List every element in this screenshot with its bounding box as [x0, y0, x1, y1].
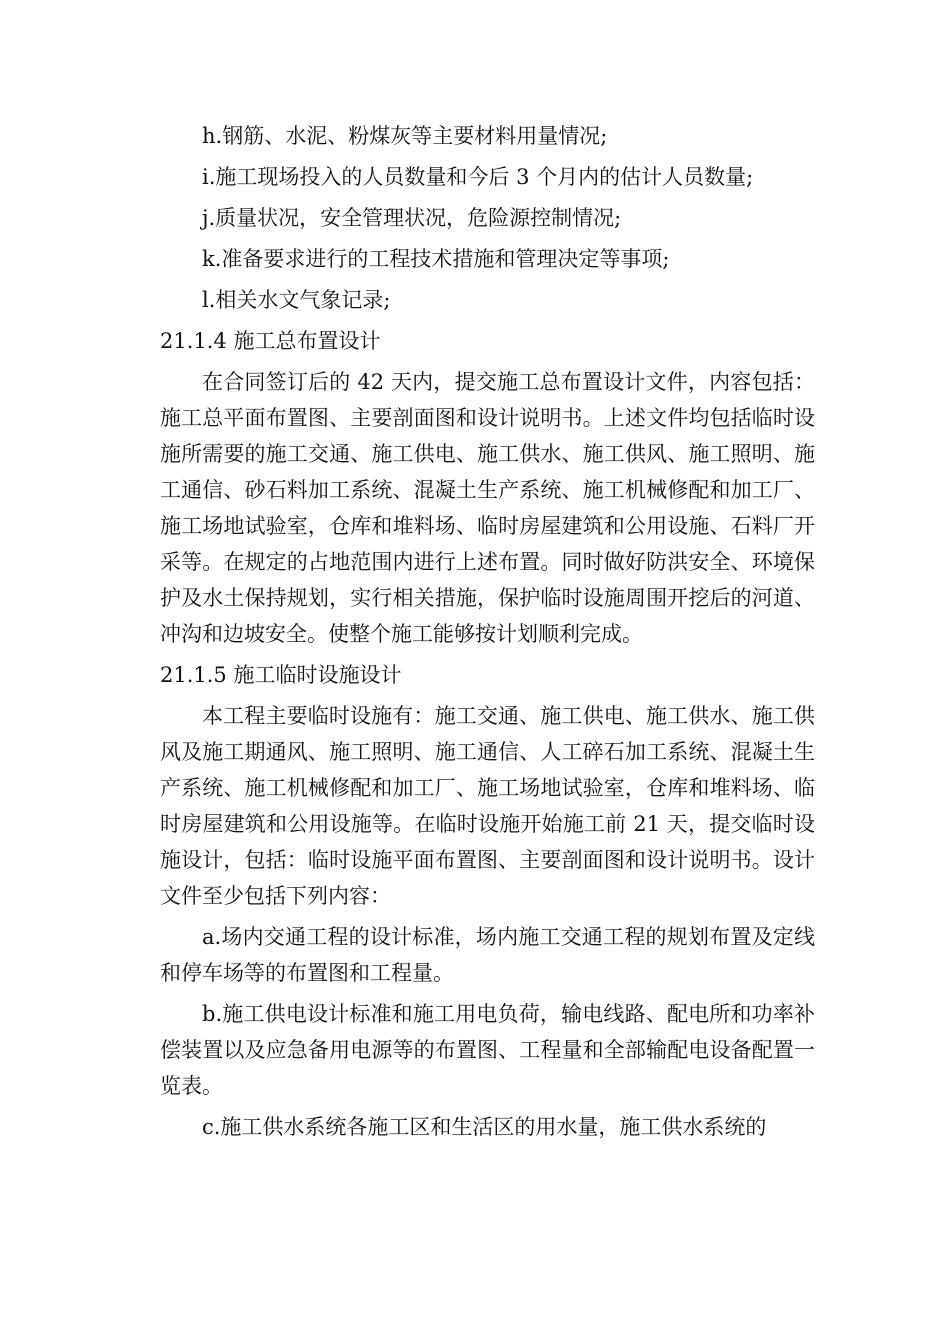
list-item-i: i.施工现场投入的人员数量和今后 3 个月内的估计人员数量; [202, 165, 754, 189]
section-heading-21-1-4: 21.1.4 施工总布置设计 [160, 329, 381, 353]
section-heading-21-1-5: 21.1.5 施工临时设施设计 [160, 663, 402, 687]
section-paragraph-21-1-4: 在合同签订后的 42 天内，提交施工总布置设计文件，内容包括：施工总平面布置图、主要剖面图和设计说明书。上述文件均包括临时设施所需要的施工交通、施工供电、施工供水、施工供风、施工照明、施工通信、砂石料加工系统、混凝土生产系统、施工机械修配和加工厂、施工场地试验室，仓库和堆料场、临时房屋建筑和公用设施、石料厂开采等。在规定的占地范围内进行上述布置。同时做好防洪安全、环境保护及水土保持规划，实行相关措施，保护临时设施周围开挖后的河道、冲沟和边坡安全。使整个施工能够按计划顺利完成。 [160, 370, 815, 646]
list-item-k: k.准备要求进行的工程技术措施和管理决定等事项; [202, 247, 670, 271]
list-item-l: l.相关水文气象记录; [202, 288, 391, 312]
list-item-a: a.场内交通工程的设计标准，场内施工交通工程的规划布置及定线和停车场等的布置图和工程量。 [160, 925, 815, 985]
document-body [160, 118, 815, 1150]
section-paragraph-21-1-5: 本工程主要临时设施有：施工交通、施工供电、施工供水、施工供风及施工期通风、施工照明、施工通信、人工碎石加工系统、混凝土生产系统、施工机械修配和加工厂、施工场地试验室，仓库和堆料场、临时房屋建筑和公用设施等。在临时设施开始施工前 21 天，提交临时设施设计，包括：临时设施平面布置图、主要剖面图和设计说明书。设计文件至少包括下列内容： [160, 704, 815, 908]
list-item-j: j.质量状况，安全管理状况，危险源控制情况; [202, 206, 622, 230]
list-item-b: b.施工供电设计标准和施工用电负荷，输电线路、配电所和功率补偿装置以及应急备用电源等的布置图、工程量和全部输配电设备配置一览表。 [160, 1002, 815, 1098]
list-item-c: c.施工供水系统各施工区和生活区的用水量，施工供水系统的 [202, 1115, 767, 1139]
list-item-h: h.钢筋、水泥、粉煤灰等主要材料用量情况; [202, 124, 608, 148]
